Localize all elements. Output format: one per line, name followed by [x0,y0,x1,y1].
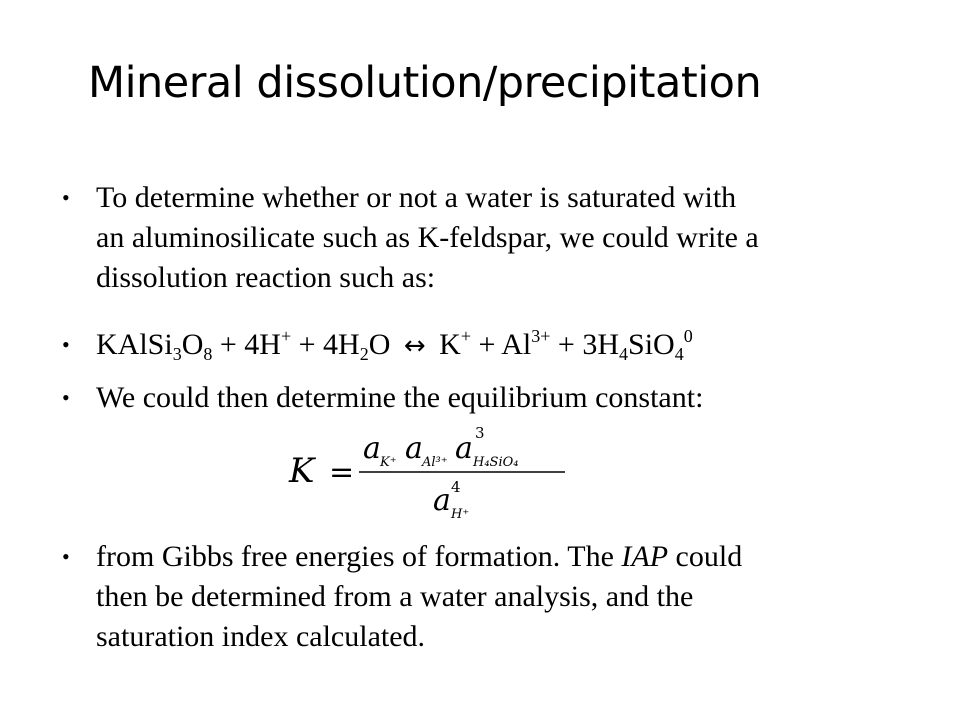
exponent-four: 4 [451,478,461,496]
iap-term: IAP [621,540,669,573]
bullet-marker: • [62,185,70,210]
reaction-subscript: 2 [359,344,369,364]
double-arrow-icon: ↔ [403,331,426,361]
reaction-subscript: 8 [203,344,213,364]
activity-symbol: a [363,431,381,466]
bullet-item-iap [96,537,742,657]
reaction-text: KAlSi [96,328,173,361]
reaction-superscript: 0 [683,326,693,346]
reaction-text: O [368,328,391,361]
bullet-marker: • [62,332,70,357]
reaction-equation [96,326,693,364]
bullet4-line3: saturation index calculated. [96,620,426,653]
bullet4-line1 [96,537,742,577]
slide-title: Mineral dissolution/precipitation [88,58,762,108]
activity-symbol: a [405,431,423,466]
reaction-subscript: 4 [619,344,629,364]
reaction-subscript: 3 [172,344,182,364]
subscript-h4sio4: H₄SiO₄ [473,455,519,470]
formula-graphic [285,420,575,522]
bullet1-line1: To determine whether or not a water is saturated with [96,181,737,214]
bullet1-line2: an aluminosilicate such as K-feldspar, we could write a [96,221,759,254]
equilibrium-constant-formula [285,420,575,522]
bullet4-text: could [668,540,743,573]
formula-k: K [289,451,315,491]
activity-symbol: a [455,431,473,466]
bullet-item-reaction [96,325,693,366]
reaction-text: O [181,328,204,361]
bullet-marker: • [62,385,70,410]
reaction-superscript: 3+ [531,326,551,346]
exponent-three: 3 [475,424,485,442]
reaction-text: K [439,328,461,361]
reaction-text: + 4H [219,328,281,361]
reaction-text: + 3H [550,328,620,361]
activity-symbol: a [433,483,451,518]
reaction-text: + Al [471,328,532,361]
bullet-item-equilibrium [96,378,703,418]
bullet4-line2: then be determined from a water analysis, and the [96,580,694,613]
subscript-al: Al³⁺ [422,455,448,470]
formula-equals: = [329,455,355,490]
subscript-h-plus: H⁺ [451,507,470,522]
bullet1-line3: dissolution reaction such as: [96,261,436,294]
bullet-marker: • [62,544,70,569]
reaction-subscript: 4 [674,344,684,364]
bullet4-text: from Gibbs free energies of formation. The [96,540,622,573]
bullet-item-saturation [96,178,759,298]
subscript-k-plus: K⁺ [380,455,397,470]
reaction-text: + 4H [291,328,360,361]
reaction-superscript: + [460,326,471,346]
bullet3-text: We could then determine the equilibrium constant: [96,381,704,414]
reaction-text: SiO [628,328,675,361]
reaction-superscript: + [280,326,292,346]
